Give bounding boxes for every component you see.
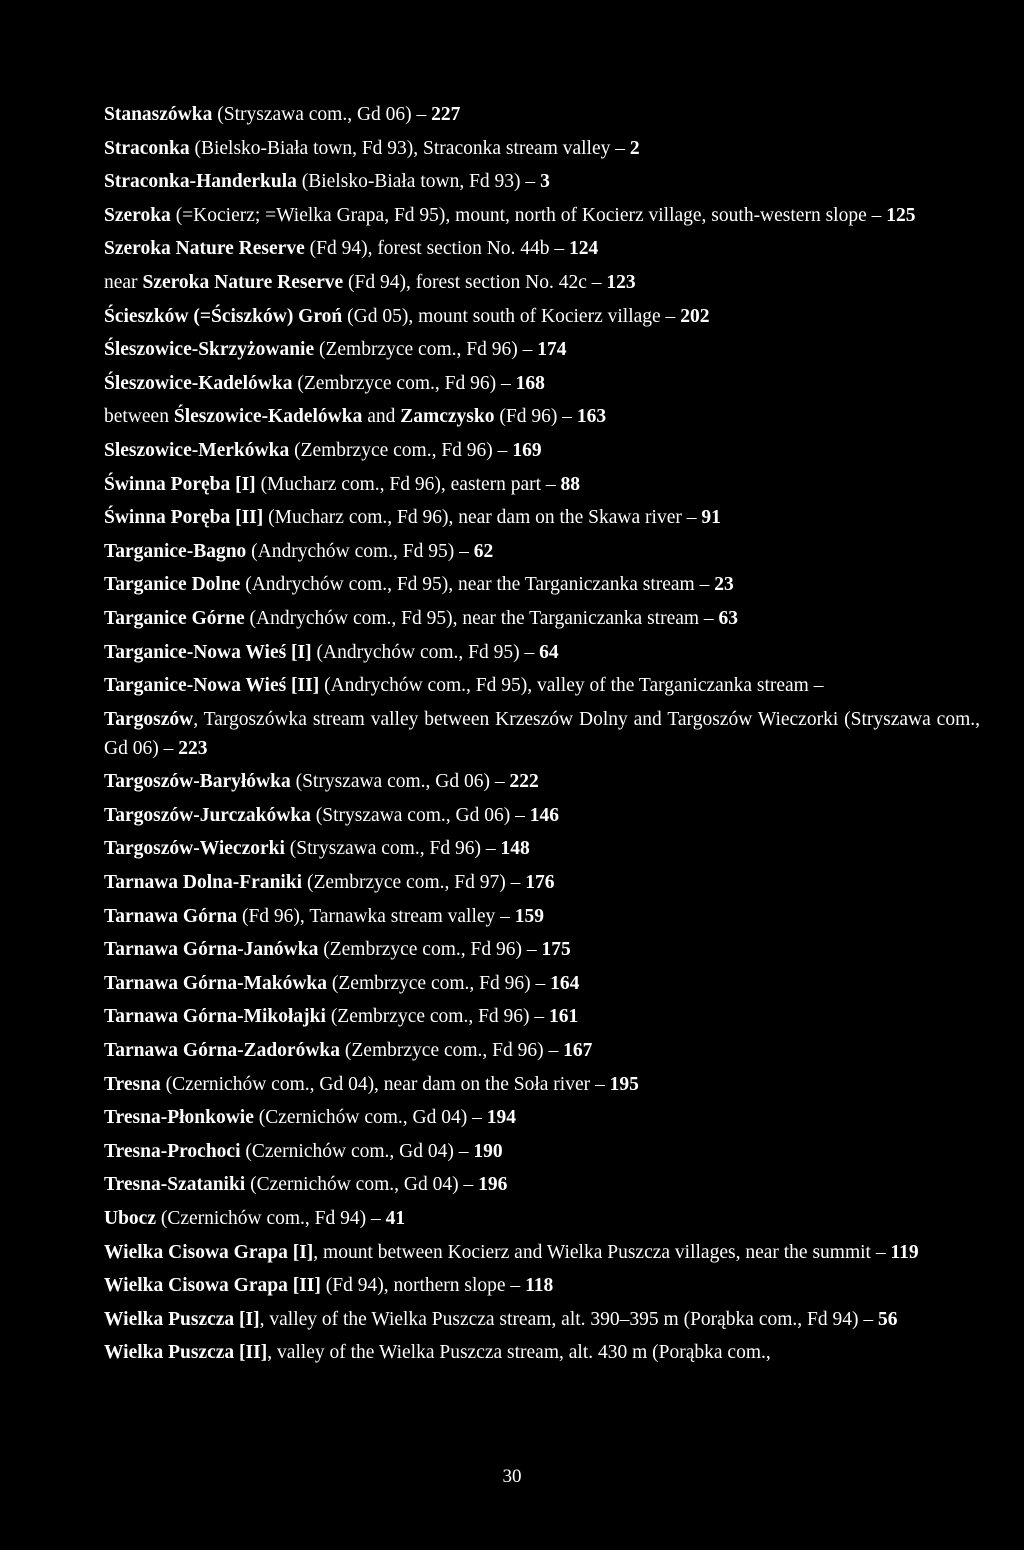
locality-name: Wielka Puszcza [II] <box>104 1342 268 1364</box>
index-entry <box>104 767 980 796</box>
entry-description: (Andrychów com., Fd 95), valley of the Targaniczanka stream – <box>319 675 824 697</box>
site-number: 3 <box>540 171 550 193</box>
site-number: 175 <box>541 939 571 961</box>
entry-description: (Zembrzyce com., Fd 96) – <box>327 972 551 994</box>
site-number: 88 <box>560 473 581 495</box>
locality-name: Śleszowice-Kadelówka <box>104 372 293 394</box>
entry-description: (Bielsko-Biała town, Fd 93), Straconka stream valley – <box>189 137 630 159</box>
index-entry <box>104 100 980 129</box>
entry-description: (Andrychów com., Fd 95), near the Targaniczanka stream – <box>244 607 719 629</box>
site-number: 125 <box>886 204 916 226</box>
locality-name: Targanice-Nowa Wieś [II] <box>104 675 320 697</box>
site-number: 64 <box>539 641 559 663</box>
site-number: 124 <box>569 238 599 260</box>
index-entry <box>104 1070 980 1099</box>
locality-name: Tarnawa Górna <box>104 905 238 927</box>
locality-name: Sleszowice-Merkówka <box>104 439 290 461</box>
index-entry <box>104 638 980 667</box>
site-number: 202 <box>680 305 710 327</box>
index-entry <box>104 604 980 633</box>
site-number: 146 <box>529 804 559 826</box>
locality-name: Tresna-Szataniki <box>104 1174 246 1196</box>
index-entry <box>104 268 980 297</box>
index-entry <box>104 1170 980 1199</box>
entry-description: (Zembrzyce com., Fd 96) – <box>318 939 542 961</box>
site-number: 148 <box>500 838 530 860</box>
index-entry <box>104 705 980 763</box>
site-number: 174 <box>537 339 567 361</box>
index-entry <box>104 902 980 931</box>
entry-description: (Mucharz com., Fd 96), eastern part – <box>255 473 561 495</box>
entry-description: (Mucharz com., Fd 96), near dam on the Skawa river – <box>263 507 702 529</box>
locality-name: Świnna Poręba [II] <box>104 507 264 529</box>
locality-name: Szeroka Nature Reserve <box>142 271 344 293</box>
locality-name: Targanice Dolne <box>104 574 241 596</box>
locality-name: Szeroka Nature Reserve <box>104 238 305 260</box>
site-number: 222 <box>509 771 539 793</box>
index-entry <box>104 570 980 599</box>
index-entry <box>104 1238 980 1267</box>
index-entry <box>104 1137 980 1166</box>
entry-description: (Czernichów com., Gd 04) – <box>240 1140 474 1162</box>
index-entry <box>104 134 980 163</box>
index-entry <box>104 201 980 230</box>
locality-name: Tresna-Prochoci <box>104 1140 241 1162</box>
entry-description: (Gd 05), mount south of Kocierz village – <box>342 305 681 327</box>
entry-description: (Czernichów com., Gd 04), near dam on the Soła river – <box>160 1073 610 1095</box>
entry-description: (Andrychów com., Fd 95) – <box>246 540 474 562</box>
locality-index-list <box>104 100 980 1367</box>
entry-description: (Fd 94), forest section No. 42c – <box>343 271 607 293</box>
locality-name: Świnna Poręba [I] <box>104 473 256 495</box>
entry-description: (Fd 96), Tarnawka stream valley – <box>237 905 515 927</box>
locality-name: Tarnawa Dolna-Franiki <box>104 872 303 894</box>
site-number: 195 <box>609 1073 639 1095</box>
entry-description: (Bielsko-Biała town, Fd 93) – <box>296 171 541 193</box>
locality-name: Targoszów-Baryłówka <box>104 771 291 793</box>
locality-name: Wielka Cisowa Grapa [I] <box>104 1241 314 1263</box>
locality-name: Targoszów-Jurczakówka <box>104 804 311 826</box>
entry-description: (Fd 96) – <box>494 406 577 428</box>
entry-description: , valley of the Wielka Puszcza stream, alt. 390–395 m (Porąbka com., Fd 94) – <box>259 1308 878 1330</box>
entry-description: (=Kocierz; =Wielka Grapa, Fd 95), mount, north of Kocierz village, south-western slope – <box>170 204 887 226</box>
index-entry <box>104 302 980 331</box>
site-number: 91 <box>701 507 721 529</box>
entry-description: , Targoszówka stream valley between Krzeszów Dolny and Targoszów Wieczorki (Stryszawa com., Gd 06) – <box>104 708 980 759</box>
entry-description: (Stryszawa com., Gd 06) – <box>212 104 432 125</box>
site-number: 190 <box>473 1140 503 1162</box>
entry-description: (Fd 94), northern slope – <box>320 1275 526 1297</box>
entry-description: (Zembrzyce com., Fd 96) – <box>289 439 513 461</box>
index-entry <box>104 1338 980 1367</box>
entry-description: (Zembrzyce com., Fd 96) – <box>314 339 538 361</box>
index-entry <box>104 969 980 998</box>
entry-description: , valley of the Wielka Puszcza stream, alt. 430 m (Porąbka com., <box>267 1342 771 1364</box>
locality-name: Wielka Puszcza [I] <box>104 1308 260 1330</box>
index-entry <box>104 369 980 398</box>
site-number: 62 <box>473 540 494 562</box>
entry-description: near <box>104 271 143 293</box>
index-entry <box>104 1002 980 1031</box>
site-number: 176 <box>525 872 555 894</box>
site-number: 118 <box>525 1275 554 1297</box>
site-number: 161 <box>549 1006 579 1028</box>
locality-name: Tarnawa Górna-Mikołajki <box>104 1006 326 1028</box>
index-entry <box>104 470 980 499</box>
entry-description: (Zembrzyce com., Fd 97) – <box>302 872 526 894</box>
site-number: 223 <box>178 737 208 759</box>
index-entry <box>104 868 980 897</box>
entry-description: (Zembrzyce com., Fd 96) – <box>340 1040 564 1062</box>
locality-name: Śleszowice-Kadelówka <box>173 406 363 428</box>
locality-name: Targanice Górne <box>104 607 245 629</box>
index-entry <box>104 537 980 566</box>
entry-description: (Czernichów com., Gd 04) – <box>245 1174 479 1196</box>
index-entry <box>104 167 980 196</box>
entry-description: (Stryszawa com., Fd 96) – <box>284 838 501 860</box>
site-number: 227 <box>431 104 461 125</box>
site-number: 56 <box>878 1308 898 1330</box>
site-number: 163 <box>576 406 607 428</box>
locality-name: Tresna <box>104 1073 161 1095</box>
locality-name: Tarnawa Górna-Makówka <box>104 972 328 994</box>
index-entry <box>104 503 980 532</box>
index-entry <box>104 1103 980 1132</box>
entry-description: (Czernichów com., Gd 04) – <box>253 1107 487 1129</box>
locality-name: Ubocz <box>104 1208 156 1229</box>
site-number: 169 <box>512 439 542 461</box>
site-number: 41 <box>385 1208 406 1229</box>
index-entry <box>104 402 980 431</box>
locality-name: Wielka Cisowa Grapa [II] <box>104 1275 321 1297</box>
locality-name: Śleszowice-Skrzyżowanie <box>104 339 315 361</box>
index-entry <box>104 801 980 830</box>
entry-description: , mount between Kocierz and Wielka Puszcza villages, near the summit – <box>313 1241 891 1263</box>
index-page <box>104 100 980 1372</box>
site-number: 164 <box>550 972 580 994</box>
locality-name: Straconka-Handerkula <box>104 171 297 193</box>
index-entry <box>104 671 980 700</box>
site-number: 123 <box>606 271 636 293</box>
index-entry <box>104 335 980 364</box>
entry-description: between <box>104 406 174 428</box>
site-number: 167 <box>563 1040 593 1062</box>
index-entry <box>104 834 980 863</box>
index-entry <box>104 1305 980 1334</box>
site-number: 194 <box>486 1107 516 1129</box>
index-entry <box>104 234 980 263</box>
index-entry <box>104 1204 980 1233</box>
locality-name: Targoszów-Wieczorki <box>104 838 285 860</box>
site-number: 2 <box>629 137 640 159</box>
locality-name: Tarnawa Górna-Zadorówka <box>104 1040 341 1062</box>
entry-description: (Zembrzyce com., Fd 96) – <box>292 372 516 394</box>
entry-description: and <box>362 406 401 428</box>
locality-name: Tresna-Płonkowie <box>104 1107 254 1129</box>
locality-name: Zamczysko <box>400 406 495 428</box>
index-entry <box>104 436 980 465</box>
locality-name: Targanice-Bagno <box>104 540 247 562</box>
index-entry <box>104 1036 980 1065</box>
entry-description: (Fd 94), forest section No. 44b – <box>304 238 570 260</box>
entry-description: (Zembrzyce com., Fd 96) – <box>325 1006 550 1028</box>
entry-description: (Stryszawa com., Gd 06) – <box>310 804 530 826</box>
locality-name: Tarnawa Górna-Janówka <box>104 939 319 961</box>
page-number: 30 <box>502 1466 522 1487</box>
site-number: 159 <box>514 905 545 927</box>
index-entry <box>104 1271 980 1300</box>
entry-description: (Stryszawa com., Gd 06) – <box>290 771 510 793</box>
site-number: 196 <box>478 1174 508 1196</box>
index-entry <box>104 935 980 964</box>
locality-name: Szeroka <box>104 204 171 226</box>
locality-name: Targoszów <box>104 708 194 730</box>
locality-name: Straconka <box>104 137 190 159</box>
entry-description: (Czernichów com., Fd 94) – <box>156 1208 386 1229</box>
entry-description: (Andrychów com., Fd 95) – <box>311 641 540 663</box>
site-number: 168 <box>515 372 545 394</box>
locality-name: Stanaszówka <box>104 104 213 125</box>
entry-description: (Andrychów com., Fd 95), near the Targaniczanka stream – <box>240 574 715 596</box>
site-number: 23 <box>714 574 734 596</box>
site-number: 119 <box>890 1241 919 1263</box>
locality-name: Targanice-Nowa Wieś [I] <box>104 641 312 663</box>
locality-name: Ścieszków (=Ściszków) Groń <box>104 305 343 327</box>
site-number: 63 <box>718 607 739 629</box>
